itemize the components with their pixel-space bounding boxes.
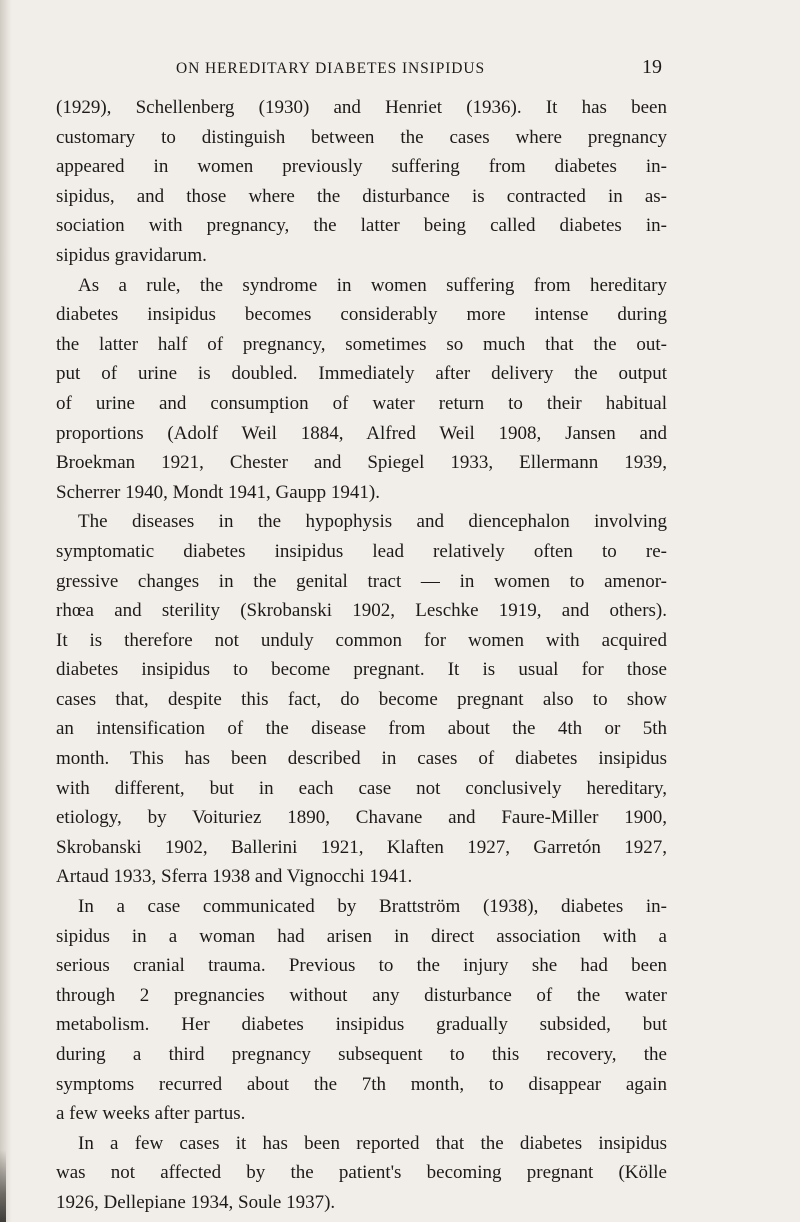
text-line: Skrobanski 1902, Ballerini 1921, Klaften 1927, Garretón 1927,: [56, 836, 667, 858]
text-line: (1929), Schellenberg (1930) and Henriet (1936). It has been: [56, 97, 667, 118]
text-line: through 2 pregnancies without any disturbance of the water: [56, 984, 667, 1006]
text-line: In a case communicated by Brattström (1938), diabetes in-: [78, 896, 667, 918]
text-line: appeared in women previously suffering from diabetes in-: [56, 156, 667, 178]
text-line: symptomatic diabetes insipidus lead relatively often to re-: [56, 540, 667, 562]
page-number: 19: [642, 56, 662, 78]
text-line: cases that, despite this fact, do become pregnant also to show: [56, 688, 667, 710]
text-line: Broekman 1921, Chester and Spiegel 1933, Ellermann 1939,: [56, 452, 667, 474]
text-line: sipidus in a woman had arisen in direct association with a: [56, 925, 667, 947]
text-line: a few weeks after partus.: [56, 1103, 246, 1125]
body-text: [56, 93, 667, 1218]
text-line: In a few cases it has been reported that the diabetes insipidus: [78, 1132, 667, 1154]
text-line: sipidus, and those where the disturbance is contracted in as-: [56, 185, 667, 207]
text-line: Artaud 1933, Sferra 1938 and Vignocchi 1941.: [56, 866, 413, 888]
page-edge-mark: [0, 1150, 6, 1222]
text-line: diabetes insipidus becomes considerably more intense during: [56, 304, 667, 326]
text-line: It is therefore not unduly common for women with acquired: [56, 629, 667, 651]
text-line: Scherrer 1940, Mondt 1941, Gaupp 1941).: [56, 481, 381, 503]
text-line: etiology, by Voituriez 1890, Chavane and Faure-Miller 1900,: [56, 807, 667, 829]
text-line: put of urine is doubled. Immediately after delivery the output: [56, 363, 667, 385]
text-line: diabetes insipidus to become pregnant. It is usual for those: [56, 659, 667, 681]
text-line: As a rule, the syndrome in women suffering from hereditary: [78, 274, 667, 296]
text-line: month. This has been described in cases of diabetes insipidus: [56, 748, 667, 770]
text-line: The diseases in the hypophysis and diencephalon involving: [78, 511, 667, 533]
text-line: with different, but in each case not conclusively hereditary,: [56, 777, 667, 799]
text-line: symptoms recurred about the 7th month, to disappear again: [56, 1073, 667, 1095]
text-line: sociation with pregnancy, the latter being called diabetes in-: [56, 215, 667, 237]
text-line: 1926, Dellepiane 1934, Soule 1937).: [56, 1191, 336, 1213]
text-line: an intensification of the disease from about the 4th or 5th: [56, 718, 667, 740]
text-line: customary to distinguish between the cases where pregnancy: [56, 126, 667, 148]
text-line: rhœa and sterility (Skrobanski 1902, Leschke 1919, and others).: [56, 600, 667, 622]
text-line: serious cranial trauma. Previous to the injury she had been: [56, 955, 667, 977]
page-gutter-shadow: [0, 0, 12, 1222]
running-header: ON HEREDITARY DIABETES INSIPIDUS: [176, 60, 485, 77]
text-line: gressive changes in the genital tract — in women to amenor-: [56, 570, 667, 592]
text-line: sipidus gravidarum.: [56, 244, 207, 266]
text-line: of urine and consumption of water return to their habitual: [56, 392, 667, 414]
text-line: during a third pregnancy subsequent to this recovery, the: [56, 1044, 667, 1065]
text-line: proportions (Adolf Weil 1884, Alfred Weil 1908, Jansen and: [56, 422, 667, 444]
text-line: was not affected by the patient's becoming pregnant (Kölle: [56, 1162, 667, 1184]
text-line: the latter half of pregnancy, sometimes so much that the out-: [56, 333, 667, 355]
text-line: metabolism. Her diabetes insipidus gradually subsided, but: [56, 1014, 667, 1036]
